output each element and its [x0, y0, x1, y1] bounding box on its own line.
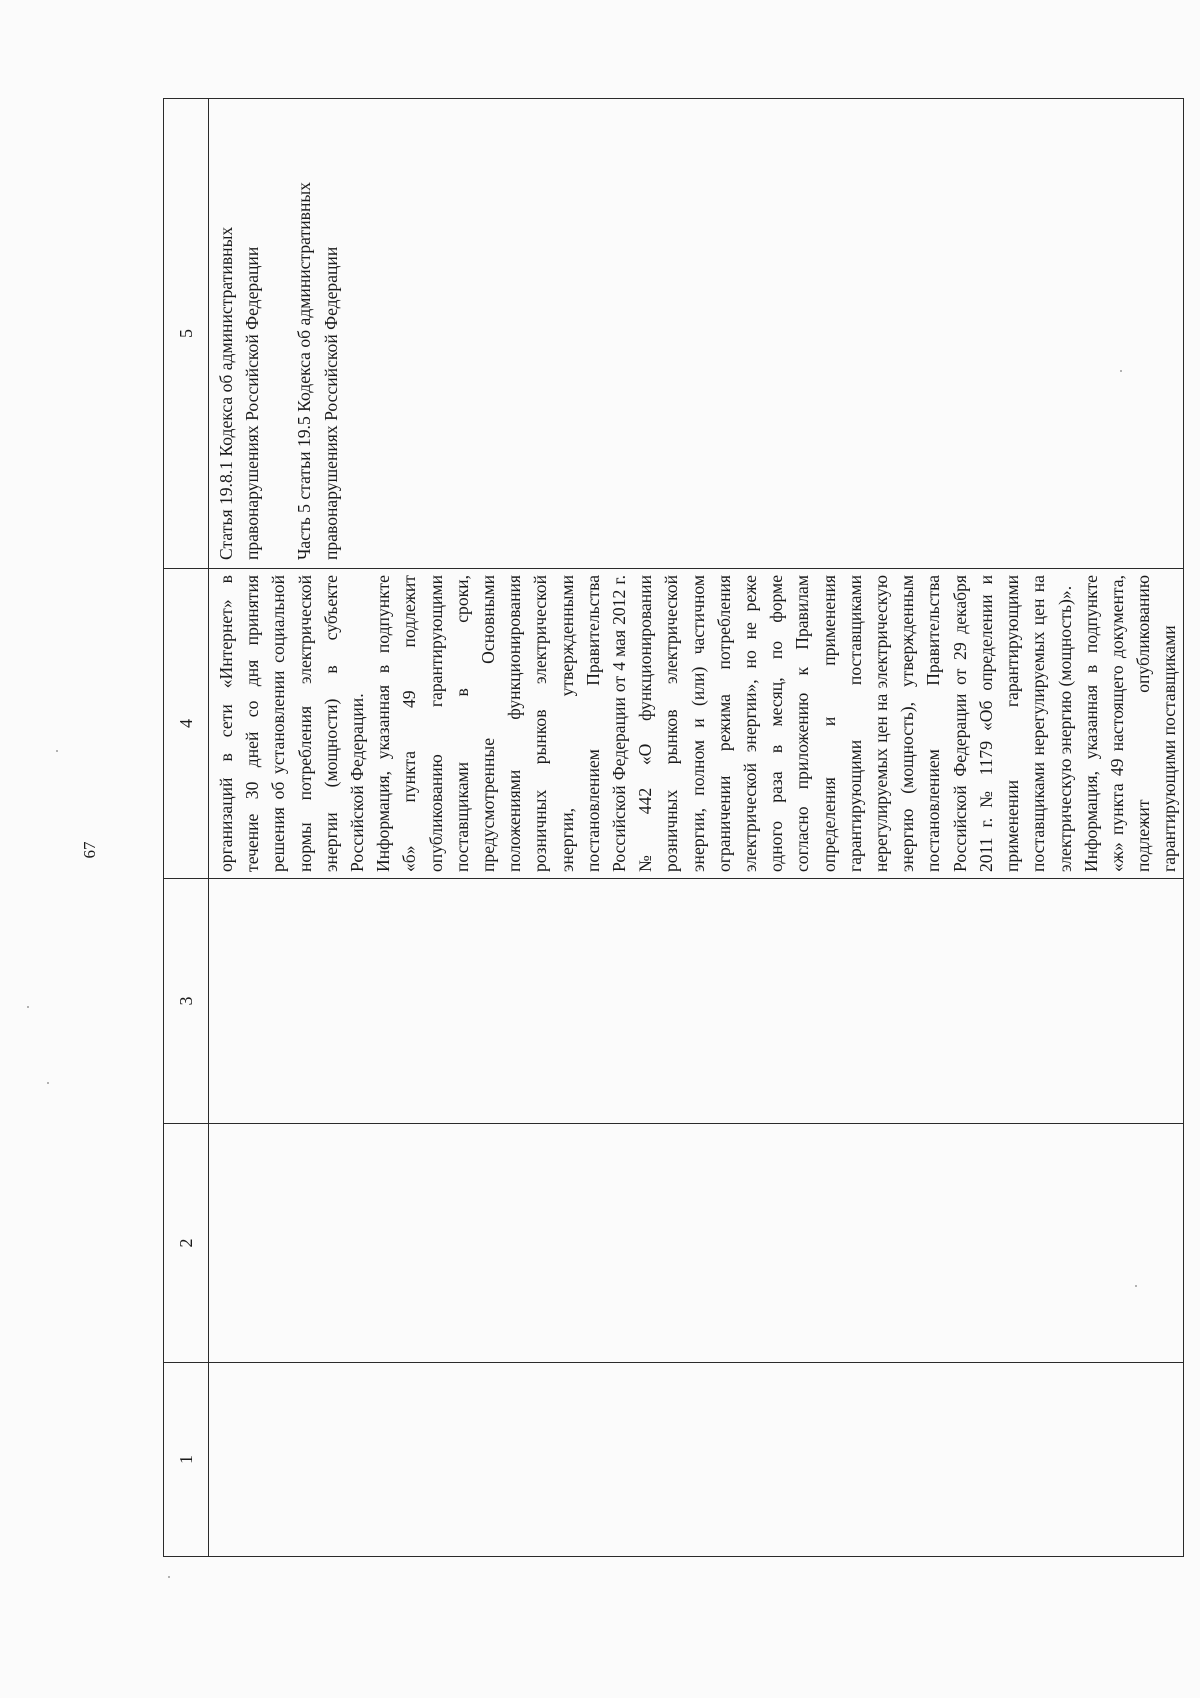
column-header-2: 2 — [164, 1124, 209, 1363]
page-number: 67 — [80, 841, 99, 859]
col5-paragraph: Статья 19.8.1 Кодекса об административных правонарушениях Российской Федерации — [216, 226, 263, 560]
col4-paragraph: организаций в сети «Интернет» в течение 30 дней со дня принятия решения об установлении социальной нормы потребления электрической энергии (мощности) в субъекте Российской Федерации. — [216, 575, 368, 872]
column-header-5: 5 — [164, 99, 209, 569]
cell-col4 — [209, 569, 1184, 879]
table-row — [209, 99, 1184, 1557]
scan-speck — [1135, 1285, 1137, 1287]
legal-table — [163, 98, 1184, 1557]
scan-speck — [47, 1082, 49, 1084]
rotated-table-container — [163, 99, 1180, 1557]
scan-speck — [1120, 370, 1122, 372]
column-header-4: 4 — [164, 569, 209, 879]
cell-col2 — [209, 1124, 1184, 1363]
cell-col3 — [209, 879, 1184, 1124]
cell-col5 — [209, 99, 1184, 569]
cell-col1 — [209, 1363, 1184, 1557]
col4-paragraph: Информация, указанная в подпункте «ж» пункта 49 настоящего документа, подлежит опубликованию гарантирующими поставщиками — [1080, 575, 1180, 872]
col5-paragraph: Часть 5 статьи 19.5 Кодекса об административных правонарушениях Российской Федерации — [294, 182, 341, 560]
scan-speck — [56, 750, 58, 752]
scan-speck — [168, 1576, 170, 1578]
scan-speck — [27, 1006, 29, 1008]
col4-paragraph: Информация, указанная в подпункте «б» пункта 49 подлежит опубликованию гарантирующими поставщиками в сроки, предусмотренные Основными положениями функционирования розничных рынков электрической энергии, утвержденными постановлением Правительства Российской Федерации от 4 мая 2012 г. № 442 «О функционировании розничных рынков электрической энергии, полном и (или) частичном ограничении режима потребления электрической энергии», но не реже одного раза в месяц, по форме согласно приложению к Правилам определения и применения гарантирующими поставщиками нерегулируемых цен на электрическую энергию (мощность), утвержденным постановлением Правительства Российской Федерации от 29 декабря 2011 г. № 1179 «Об определении и применении гарантирующими поставщиками нерегулируемых цен на электрическую энергию (мощность)». — [373, 575, 1075, 872]
column-header-1: 1 — [164, 1363, 209, 1557]
column-header-3: 3 — [164, 879, 209, 1124]
table-header-row — [164, 99, 209, 1557]
